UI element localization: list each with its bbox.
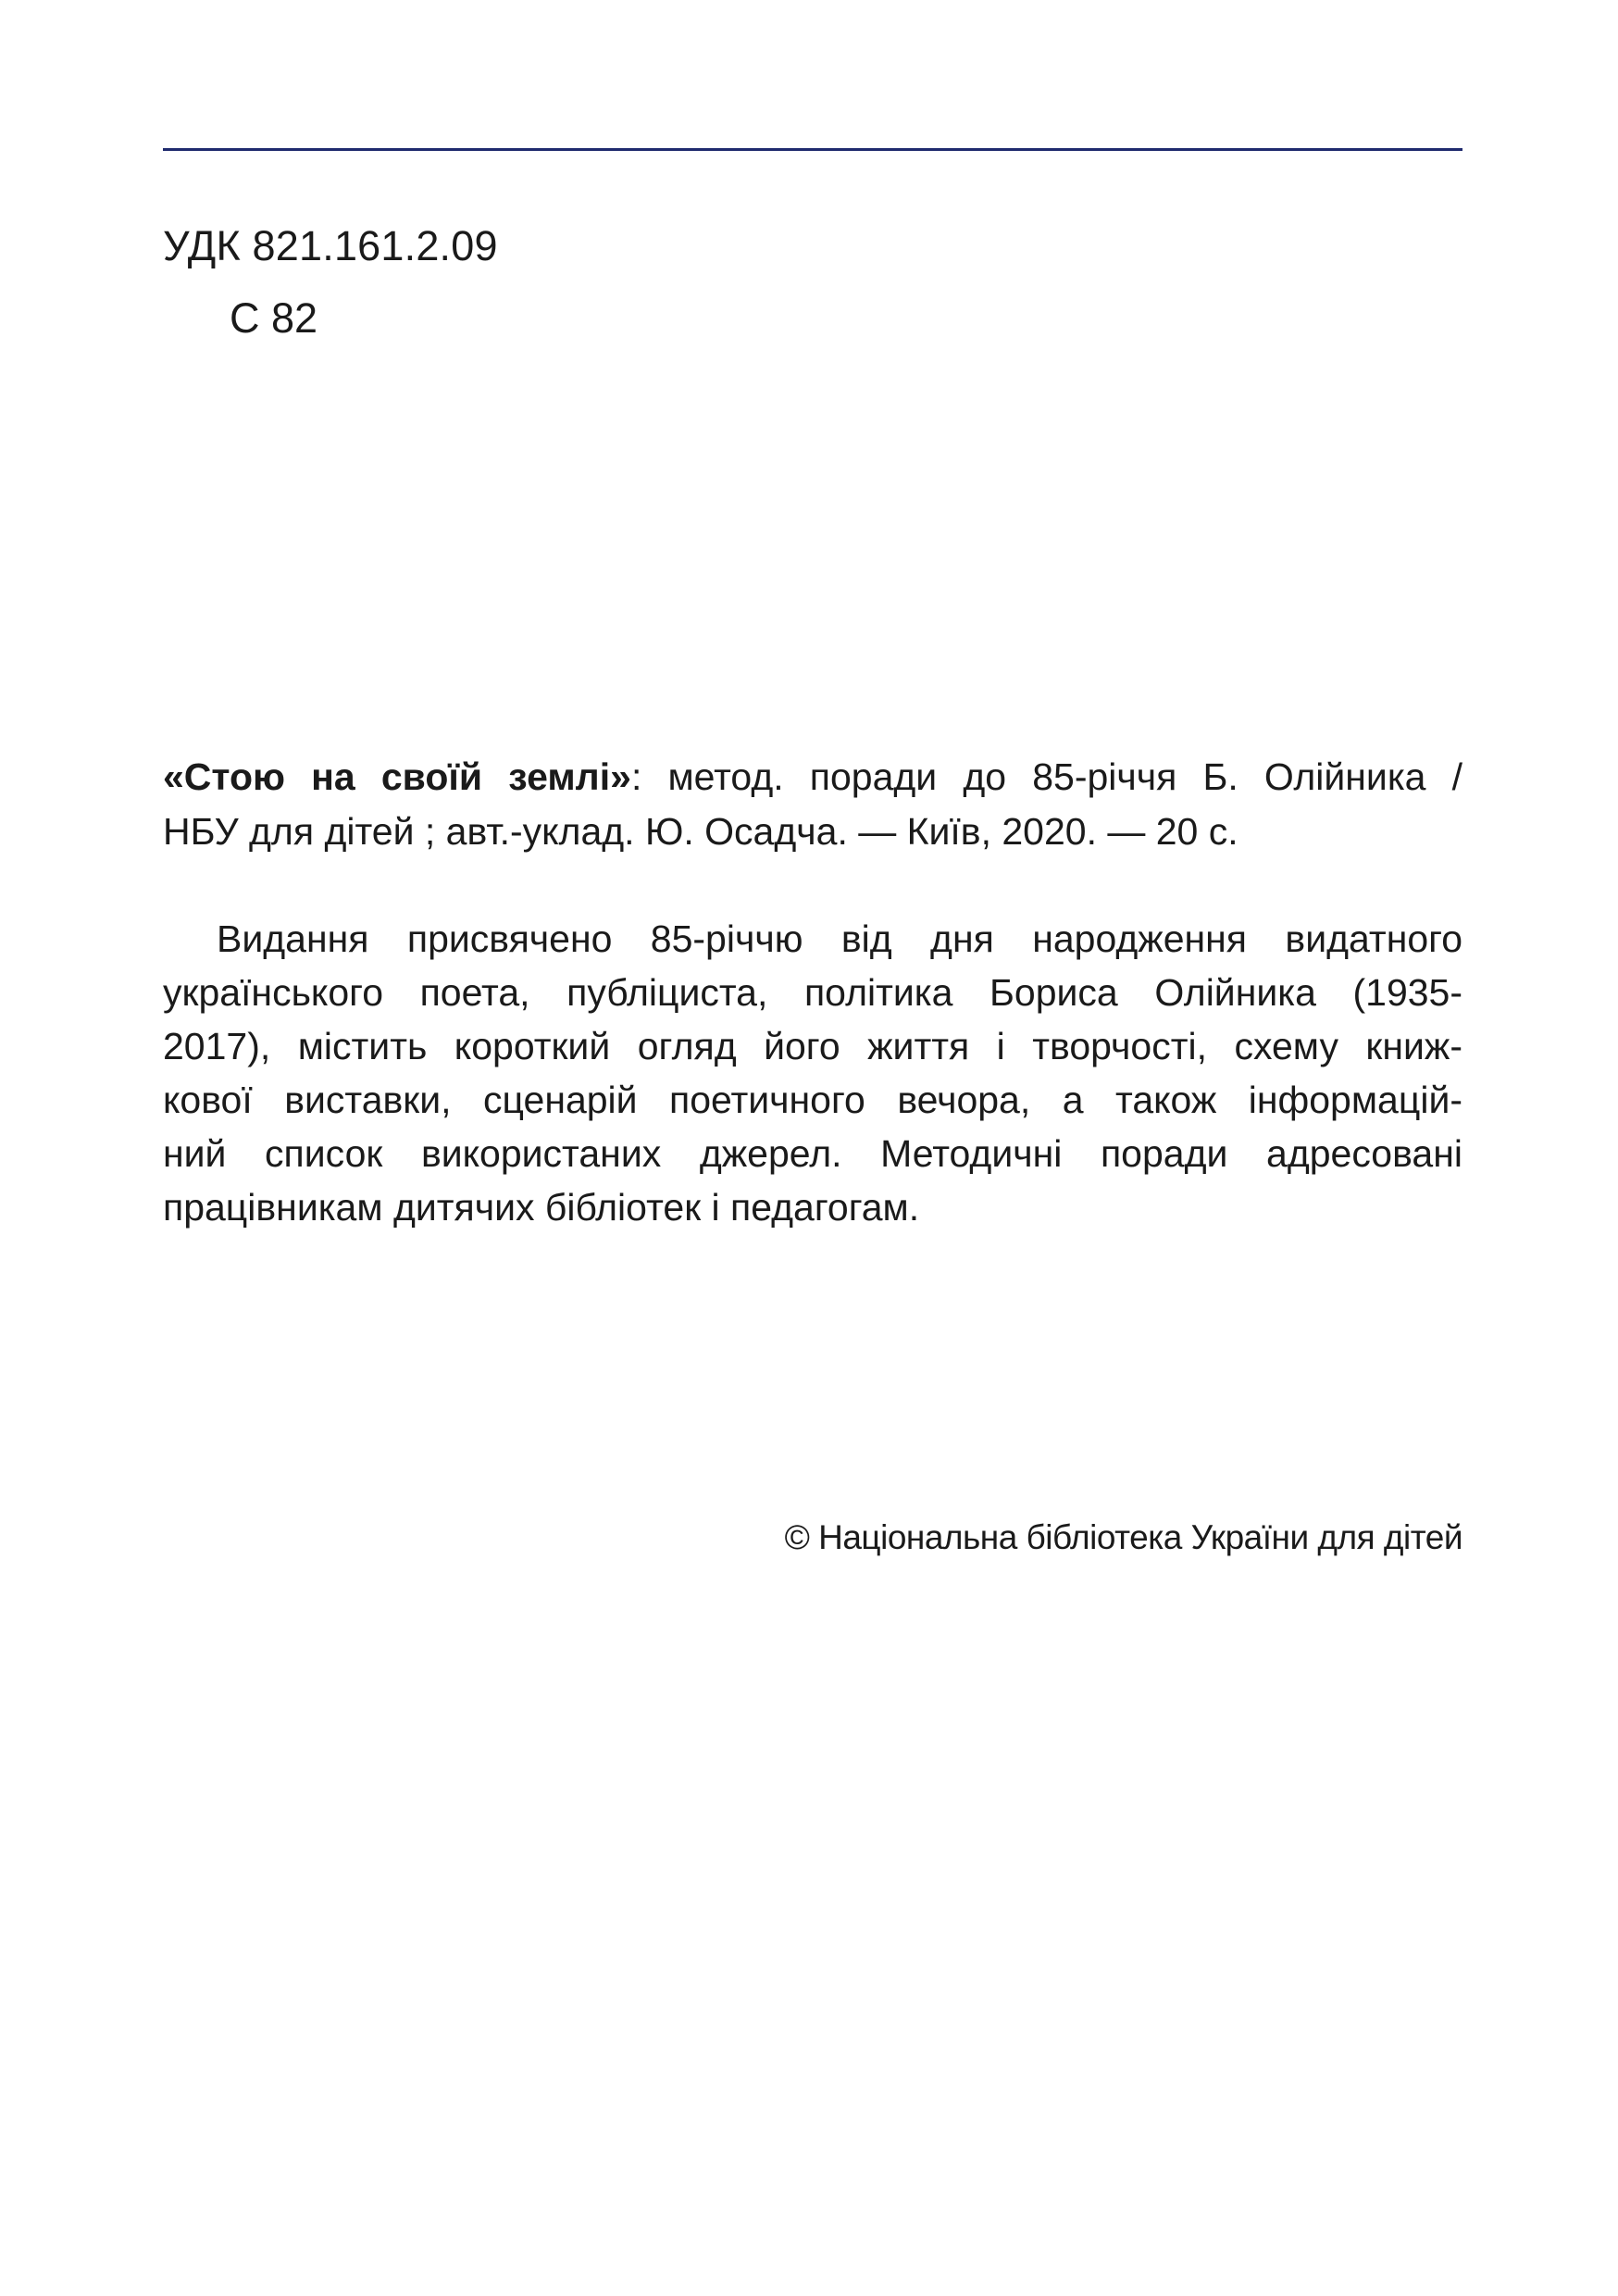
classification-code: С 82 (230, 294, 318, 342)
annotation-line: ний список використаних джерел. Методичні поради адресовані (163, 1132, 1462, 1175)
biblio-line-1-rest: : метод. поради до 85-річчя Б. Олійника / (630, 755, 1462, 798)
annotation-line: працівникам дитячих бібліотек і педагогам. (163, 1186, 920, 1229)
annotation-paragraph (163, 912, 1462, 1234)
annotation-line: Видання присвячено 85-річчю від дня народження видатного (217, 917, 1462, 960)
biblio-line-2: НБУ для дітей ; авт.-уклад. Ю. Осадча. — Київ, 2020. — 20 с. (163, 810, 1238, 853)
copyright-notice: © Національна бібліотека України для дітей (784, 1518, 1462, 1556)
annotation-line: 2017), містить короткий огляд його життя і творчості, схему книж- (163, 1025, 1462, 1067)
book-title: «Стою на своїй землі» (163, 755, 631, 798)
udk-code: УДК 821.161.2.09 (163, 222, 498, 269)
annotation-line: кової виставки, сценарій поетичного вечора, а також інформацій- (163, 1079, 1462, 1121)
annotation-line: українського поета, публіциста, політика Бориса Олійника (1935- (163, 971, 1462, 1014)
biblio-line-1 (163, 750, 1462, 805)
top-rule (163, 148, 1462, 151)
bibliographic-record (163, 750, 1462, 859)
